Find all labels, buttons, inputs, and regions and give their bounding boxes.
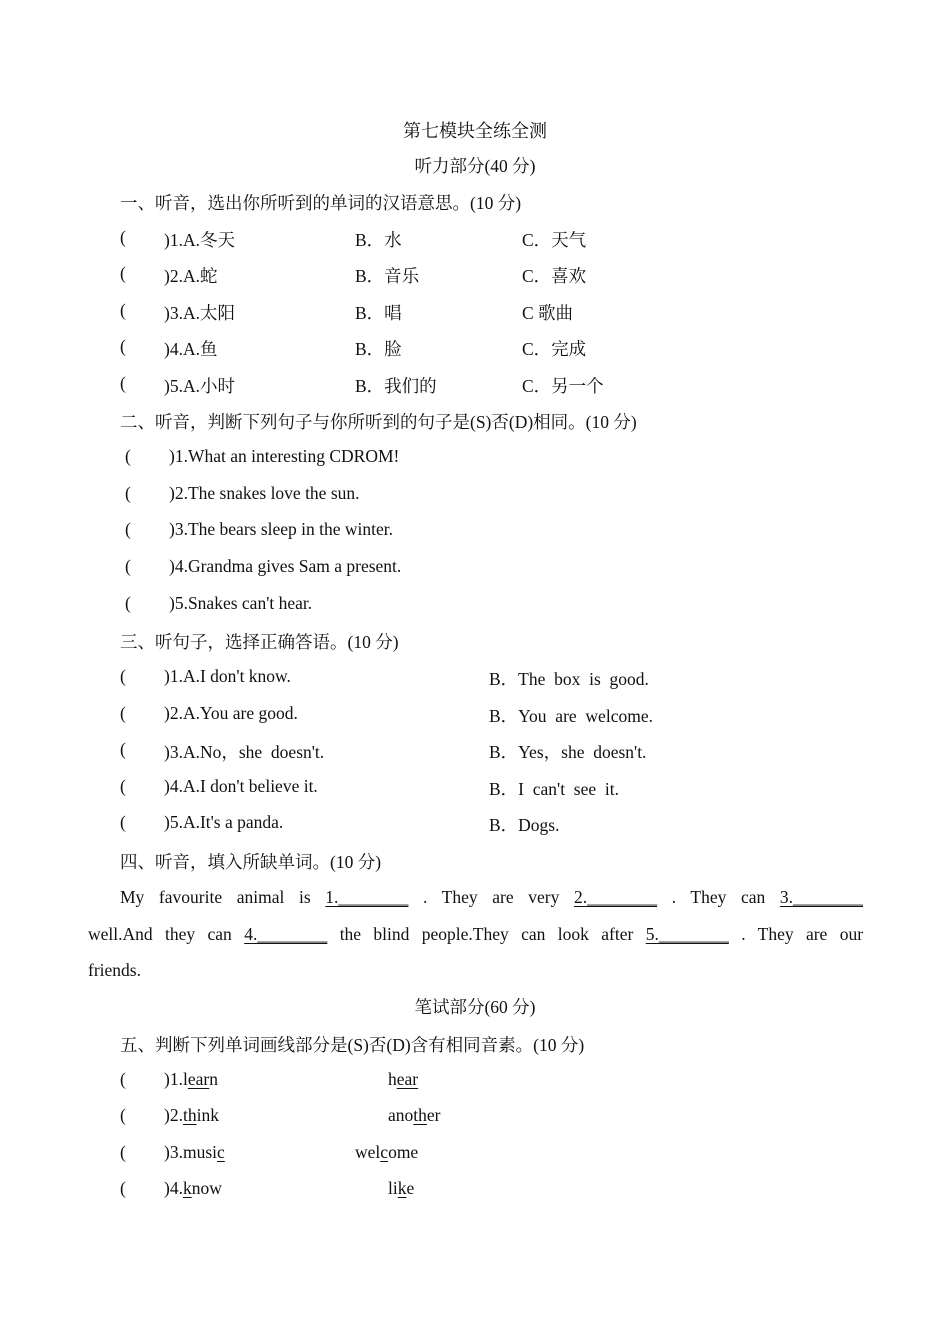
word-2: like: [388, 1178, 415, 1198]
option-c: C．另一个: [522, 376, 604, 396]
question: )2.A.蛇: [164, 266, 218, 286]
option-c: C．喜欢: [522, 266, 587, 286]
option-c: C．完成: [522, 339, 587, 359]
paren-open: (: [120, 812, 126, 832]
paren-open: (: [120, 227, 126, 247]
paren-open: (: [120, 776, 126, 796]
section5-heading: 五、判断下列单词画线部分是(S)否(D)含有相同音素。(10 分): [120, 1035, 585, 1055]
option-b: B．脸: [355, 339, 402, 359]
paren-open: (: [120, 1069, 126, 1089]
section2-heading: 二、听音，判断下列句子与你所听到的句子是(S)否(D)相同。(10 分): [120, 412, 637, 432]
option-b: B．我们的: [355, 376, 437, 396]
option-b: B．You are welcome.: [489, 706, 653, 726]
page-title: 第七模块全练全测: [403, 121, 547, 141]
question: )1.A.冬天: [164, 230, 235, 250]
paren-open: (: [125, 556, 131, 576]
paren-open: (: [120, 1105, 126, 1125]
option-c: C 歌曲: [522, 303, 574, 323]
cloze-line-1: My favourite animal is 1.________ . They are very 2.________ . They can 3.________: [120, 887, 864, 907]
option-b: B．唱: [355, 303, 402, 323]
sentence: )4.Grandma gives Sam a present.: [169, 556, 402, 576]
paren-open: (: [125, 519, 131, 539]
section1-heading: 一、听音，选出你所听到的单词的汉语意思。(10 分): [120, 193, 522, 213]
sentence: )1.What an interesting CDROM!: [169, 446, 400, 466]
paren-open: (: [120, 1142, 126, 1162]
option-b: B．Dogs.: [489, 815, 560, 835]
cloze-line-3: friends.: [88, 960, 141, 980]
sentence: )3.The bears sleep in the winter.: [169, 519, 394, 539]
option-b: B．音乐: [355, 266, 420, 286]
paren-open: (: [125, 593, 131, 613]
paren-open: (: [120, 666, 126, 686]
option-a: )4.A.I don't believe it.: [164, 776, 318, 796]
word-2: welcome: [355, 1142, 419, 1162]
sentence: )2.The snakes love the sun.: [169, 483, 360, 503]
cloze-line-2: well.And they can 4.________ the blind people.They can look after 5.________ . They are our: [88, 924, 864, 944]
option-a: )1.A.I don't know.: [164, 666, 291, 686]
word-2: hear: [388, 1069, 419, 1089]
paren-open: (: [125, 446, 131, 466]
paren-open: (: [120, 739, 126, 759]
word-1: )4.know: [164, 1178, 222, 1198]
option-b: B．水: [355, 230, 402, 250]
question: )3.A.太阳: [164, 303, 235, 323]
option-b: B．The box is good.: [489, 669, 649, 689]
paren-open: (: [120, 263, 126, 283]
blank-5[interactable]: 5.________: [645, 924, 729, 944]
paren-open: (: [120, 373, 126, 393]
sentence: )5.Snakes can't hear.: [169, 593, 313, 613]
paren-open: (: [125, 483, 131, 503]
writing-header: 笔试部分(60 分): [414, 997, 536, 1017]
paren-open: (: [120, 300, 126, 320]
blank-2[interactable]: 2.________: [573, 887, 658, 907]
section3-heading: 三、听句子，选择正确答语。(10 分): [120, 632, 399, 652]
blank-1[interactable]: 1.________: [325, 887, 409, 907]
option-c: C．天气: [522, 230, 587, 250]
listening-header: 听力部分(40 分): [414, 156, 536, 176]
option-b: B．I can't see it.: [489, 779, 619, 799]
option-a: )2.A.You are good.: [164, 703, 298, 723]
option-b: B．Yes，she doesn't.: [489, 742, 647, 762]
blank-3[interactable]: 3.________: [779, 887, 864, 907]
blank-4[interactable]: 4.________: [244, 924, 328, 944]
option-a: )3.A.No，she doesn't.: [164, 742, 325, 762]
word-2: another: [388, 1105, 441, 1125]
word-1: )2.think: [164, 1105, 219, 1125]
word-1: )3.music: [164, 1142, 225, 1162]
option-a: )5.A.It's a panda.: [164, 812, 284, 832]
paren-open: (: [120, 1178, 126, 1198]
paren-open: (: [120, 336, 126, 356]
paren-open: (: [120, 703, 126, 723]
section4-heading: 四、听音，填入所缺单词。(10 分): [120, 852, 382, 872]
question: )5.A.小时: [164, 376, 235, 396]
question: )4.A.鱼: [164, 339, 218, 359]
word-1: )1.learn: [164, 1069, 218, 1089]
